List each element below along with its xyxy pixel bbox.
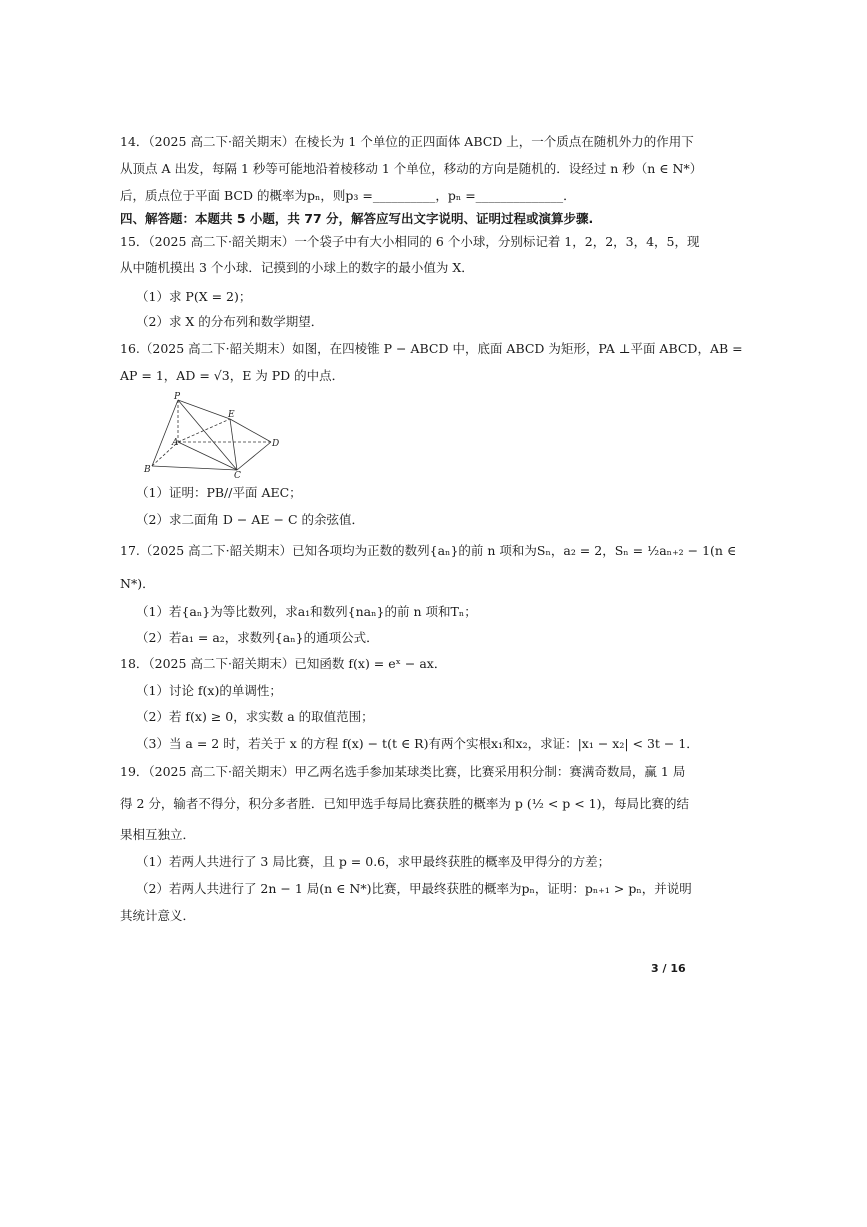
q15-line-1: 15．（2025 高二下·韶关期末）一个袋子中有大小相同的 6 个小球，分别标记着 1，2，2，3，4，5，现 [120, 234, 700, 249]
q16-part-2: （2）求二面角 D − AE − C 的余弦值． [136, 512, 364, 527]
q16-line-1: 16.（2025 高二下·韶关期末）如图，在四棱锥 P − ABCD 中，底面 ABCD 为矩形，PA ⊥平面 ABCD，AB = [120, 341, 743, 356]
q16-line-2: AP = 1，AD = √3，E 为 PD 的中点． [120, 368, 345, 383]
q18-part-1: （1）讨论 f(x)的单调性； [136, 683, 282, 698]
q16-part-1: （1）证明：PB//平面 AEC； [136, 485, 302, 500]
q15-part-1: （1）求 P(X = 2)； [136, 289, 252, 304]
q17-line-2: N*)． [120, 576, 155, 591]
label-e: E [228, 410, 235, 420]
label-d: D [272, 439, 280, 449]
q19-line-1: 19．（2025 高二下·韶关期末）甲乙两名选手参加某球类比赛，比赛采用积分制：赛满奇数局，赢 1 局 [120, 764, 686, 779]
q18-part-3: （3）当 a = 2 时，若关于 x 的方程 f(x) − t(t ∈ R)有两个实根x₁和x₂，求证：|x₁ − x₂| < 3t − 1． [136, 736, 699, 751]
q17-part-2: （2）若a₁ = a₂，求数列{aₙ}的通项公式． [136, 630, 379, 645]
pyramid-figure [140, 390, 285, 478]
q19-part-1: （1）若两人共进行了 3 局比赛，且 p = 0.6，求甲最终获胜的概率及甲得分的方差； [136, 854, 611, 869]
q18-line-1: 18．（2025 高二下·韶关期末）已知函数 f(x) = eˣ − ax． [120, 656, 447, 671]
label-b: B [144, 465, 151, 475]
q19-line-2: 得 2 分，输者不得分，积分多者胜．已知甲选手每局比赛获胜的概率为 p (½ < p < 1)，每局比赛的结 [120, 796, 690, 811]
q18-part-2: （2）若 f(x) ≥ 0，求实数 a 的取值范围； [136, 709, 374, 724]
q14-line-2: 从顶点 A 出发，每隔 1 秒等可能地沿着棱移动 1 个单位，移动的方向是随机的．设经过 n 秒（n ∈ N*） [120, 161, 703, 176]
q15-line-2: 从中随机摸出 3 个小球．记摸到的小球上的数字的最小值为 X． [120, 260, 474, 275]
q19-line-3: 果相互独立． [120, 827, 196, 842]
q19-part-2: （2）若两人共进行了 2n − 1 局(n ∈ N*)比赛，甲最终获胜的概率为pₙ，证明：pₙ₊₁ > pₙ，并说明 [136, 881, 692, 896]
label-a: A [172, 438, 179, 448]
q14-line-3: 后，质点位于平面 BCD 的概率为pₙ，则p₃ =__________，pₙ =______________． [120, 188, 576, 203]
q19-part-2-cont: 其统计意义． [120, 908, 196, 923]
section-four-heading: 四、解答题：本题共 5 小题，共 77 分，解答应写出文字说明、证明过程或演算步骤. [120, 211, 594, 226]
q14-line-1: 14．（2025 高二下·韶关期末）在棱长为 1 个单位的正四面体 ABCD 上，一个质点在随机外力的作用下 [120, 134, 694, 149]
q15-part-2: （2）求 X 的分布列和数学期望． [136, 314, 324, 329]
page-number: 3 / 16 [651, 962, 686, 975]
label-p: P [174, 392, 181, 402]
label-c: C [234, 471, 241, 478]
q17-part-1: （1）若{aₙ}为等比数列，求a₁和数列{naₙ}的前 n 项和Tₙ； [136, 604, 477, 619]
q17-line-1: 17.（2025 高二下·韶关期末）已知各项均为正数的数列{aₙ}的前 n 项和为Sₙ，a₂ = 2，Sₙ = ½aₙ₊₂ − 1(n ∈ [120, 543, 737, 558]
